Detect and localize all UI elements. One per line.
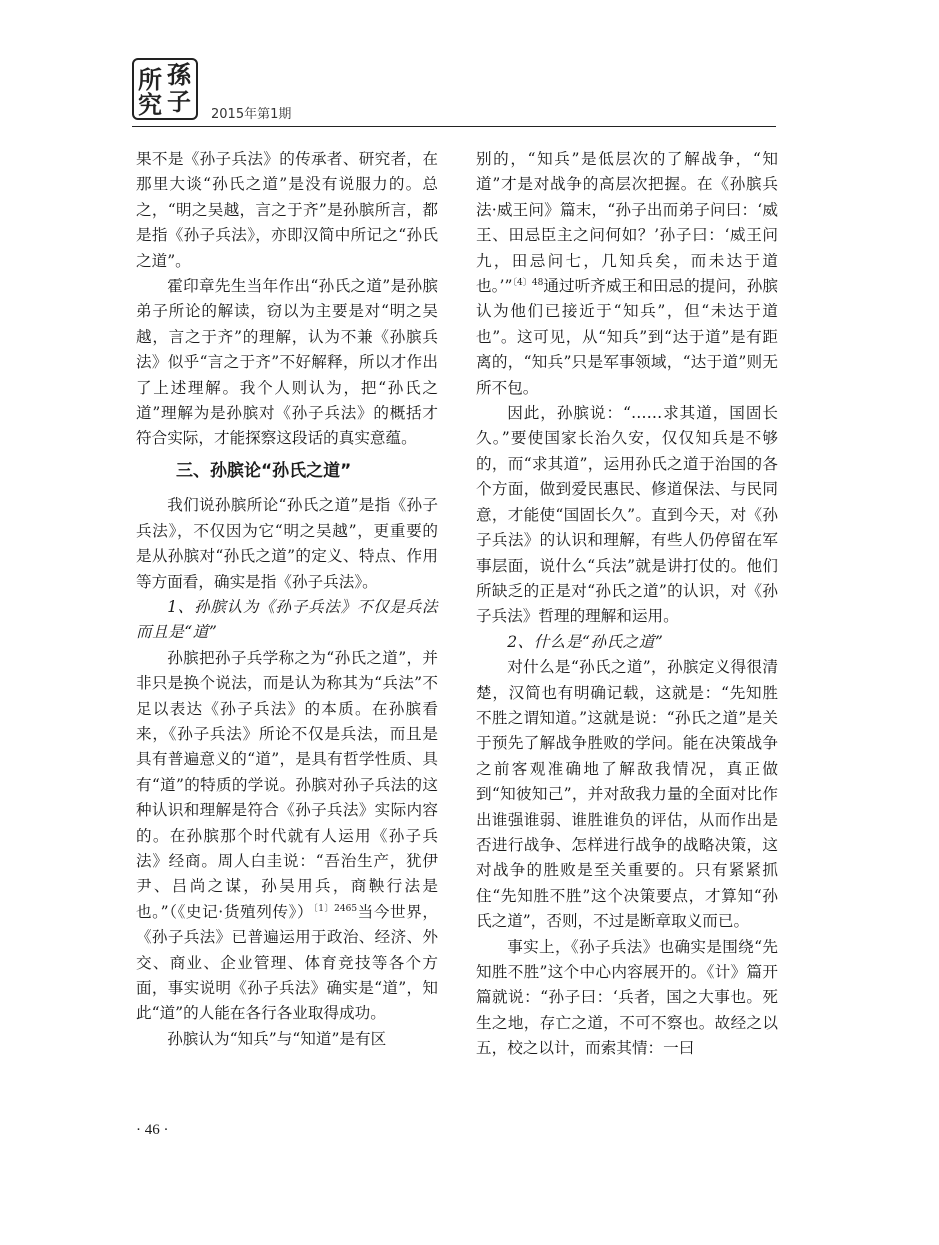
paragraph-text: 别的，“知兵”是低层次的了解战争，“知道”才是对战争的高层次把握。在《孙膑兵法·威王问》篇末，“孙子出而弟子问曰：‘威王、田忌臣主之问何如？’孙子曰：‘威王问九，田忌问七，几知兵矣，而未达于道也。’” <box>476 150 778 296</box>
citation-ref: 〔1〕2465 <box>313 903 358 914</box>
subsection-heading: 1、孙膑认为《孙子兵法》不仅是兵法而且是“道” <box>136 597 438 642</box>
paragraph: 果不是《孙子兵法》的传承者、研究者，在那里大谈“孙氏之道”是没有说服力的。总之，“明之吴越，言之于齐”是孙膑所言，都是指《孙子兵法》，亦即汉简中所记之“孙氏之道”。 <box>136 150 438 270</box>
logo-char: 究 <box>138 91 162 119</box>
paragraph: 我们说孙膑所论“孙氏之道”是指《孙子兵法》，不仅因为它“明之吴越”，更重要的是从孙膑对“孙氏之道”的定义、特点、作用等方面看，确实是指《孙子兵法》。 <box>136 496 438 591</box>
paragraph: 孙膑认为“知兵”与“知道”是有区 <box>167 1029 387 1048</box>
issue-label: 2015年第1期 <box>211 107 292 122</box>
paragraph-text: 当今世界，《孙子兵法》已普遍运用于政治、经济、外交、商业、企业管理、体育竞技等各个方面，事实说明《孙子兵法》确实是“道”，知此“道”的人能在各行各业取得成功。 <box>136 902 438 1023</box>
left-column <box>136 147 438 1052</box>
citation-ref: 〔4〕48 <box>512 277 544 288</box>
page-number: · 46 · <box>136 1122 169 1138</box>
section-heading: 三、孙膑论“孙氏之道” <box>176 460 352 481</box>
right-column <box>476 147 778 1062</box>
logo-char: 所 <box>138 66 162 94</box>
paragraph-text: 通过听齐威王和田忌的提问，孙膑认为他们已接近于“知兵”，但“未达于道也”。这可见，从“知兵”到“达于道”是有距离的，“知兵”只是军事领域，“达于道”则无所不包。 <box>476 277 778 397</box>
paragraph <box>136 646 438 1027</box>
paragraph-text: 孙膑把孙子兵学称之为“孙氏之道”，并非只是换个说法，而是认为称其为“兵法”不足以表达《孙子兵法》的本质。在孙膑看来，《孙子兵法》所论不仅是兵法，而且是具有普遍意义的“道”，是具有哲学性质、具有“道”的特质的学说。孙膑对孙子兵法的这种认识和理解是符合《孙子兵法》实际内容的。在孙膑那个时代就有人运用《孙子兵法》经商。周人白圭说：“吾治生产，犹伊尹、吕尚之谋，孙吴用兵，商鞅行法是也。”（《史记·货殖列传》） <box>136 648 438 921</box>
paragraph <box>476 147 778 401</box>
header-rule <box>132 126 776 127</box>
paragraph: 霍印章先生当年作出“孙氏之道”是孙膑弟子所论的解读，窃以为主要是对“明之吴越，言之于齐”的理解，认为不兼《孙膑兵法》似乎“言之于齐”不好解释，所以才作出了上述理解。我个人则认为，把“孙氏之道”理解为是孙膑对《孙子兵法》的概括才符合实际，才能探察这段话的真实意蕴。 <box>136 277 438 448</box>
logo-char: 孫 <box>167 61 191 89</box>
paragraph: 对什么是“孙氏之道”，孙膑定义得很清楚，汉简也有明确记载，这就是：“先知胜不胜之谓知道。”这就是说：“孙氏之道”是关于预先了解战争胜败的学问。能在决策战争之前客观准确地了解敌我情况，真正做到“知彼知己”，并对敌我力量的全面对比作出谁强谁弱、谁胜谁负的评估，从而作出是否进行战争、怎样进行战争的战略决策，这对战争的胜败是至关重要的。只有紧紧抓住“先知胜不胜”这个决策要点，才算知“孙氏之道”，否则，不过是断章取义而已。 <box>476 658 778 931</box>
subsection-heading: 2、什么是“孙氏之道” <box>507 632 664 651</box>
journal-logo <box>132 58 198 120</box>
paragraph: 因此，孙膑说：“……求其道，国固长久。”要使国家长治久安，仅仅知兵是不够的，而“求其道”，运用孙氏之道于治国的各个方面，做到爱民惠民、修道保法、与民同意，才能使“国固长久”。直到今天，对《孙子兵法》的认识和理解，有些人仍停留在军事层面，说什么“兵法”就是讲打仗的。他们所缺乏的正是对“孙氏之道”的认识，对《孙子兵法》哲理的理解和运用。 <box>476 404 778 626</box>
paragraph: 事实上，《孙子兵法》也确实是围绕“先知胜不胜”这个中心内容展开的。《计》篇开篇就说：“孙子曰：‘兵者，国之大事也。死生之地，存亡之道，不可不察也。故经之以五，校之以计，而索其情：一曰 <box>476 937 778 1058</box>
logo-char: 子 <box>167 88 191 116</box>
